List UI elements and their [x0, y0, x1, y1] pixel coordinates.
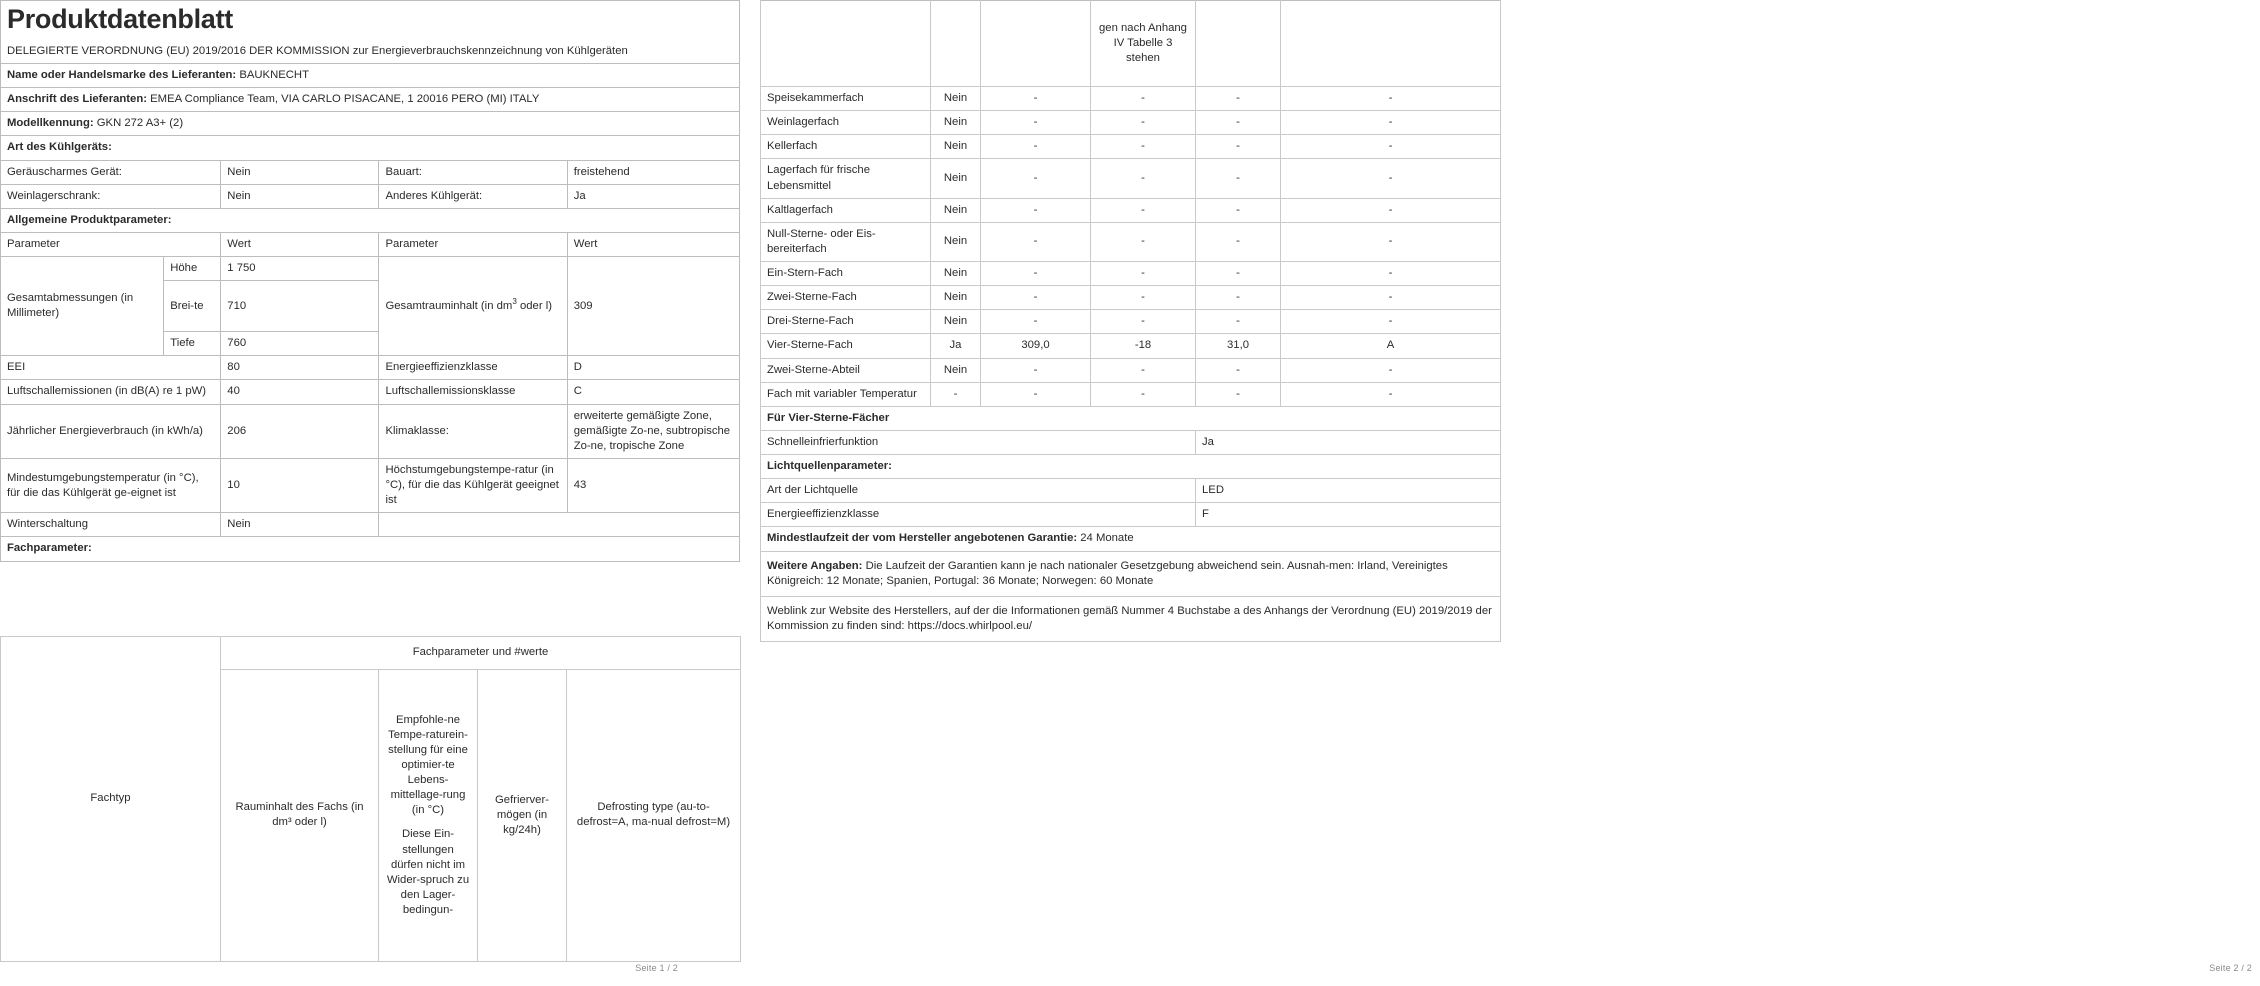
- light-source-type-label: Art der Lichtquelle: [761, 479, 1196, 503]
- light-source-section-label: Lichtquellenparameter:: [761, 455, 1501, 479]
- further-info-row: [761, 551, 1501, 596]
- page-2: [760, 0, 2252, 986]
- table-row: [761, 310, 1501, 334]
- weblink-cell: [761, 596, 1501, 641]
- annual-energy-value: 206: [221, 404, 379, 458]
- appliance-type-section-label: Art des Kühlgeräts:: [1, 136, 740, 160]
- light-source-class-label: Energieeffizienzklasse: [761, 503, 1196, 527]
- compartment-header-table: [0, 636, 741, 962]
- model-value: GKN 272 A3+ (2): [96, 117, 184, 130]
- compartment-freezing-11: -: [1196, 382, 1281, 406]
- compartment-freezing-header: Gefrierver-mögen (in kg/24h): [478, 669, 567, 961]
- table-row: [761, 222, 1501, 261]
- table-row: [761, 87, 1501, 111]
- climate-class-label: Klimaklasse:: [379, 404, 567, 458]
- weblink-url[interactable]: https://docs.whirlpool.eu/: [907, 619, 1032, 632]
- table-row: [761, 198, 1501, 222]
- warranty-row: [761, 527, 1501, 551]
- compartment-type-header: Fachtyp: [1, 637, 221, 962]
- noise-row: [1, 380, 740, 404]
- light-source-section-row: [761, 455, 1501, 479]
- annual-energy-row: [1, 404, 740, 458]
- compartment-type-11: Fach mit variabler Temperatur: [761, 382, 931, 406]
- noise-value: 40: [221, 380, 379, 404]
- low-noise-label: Geräuscharmes Gerät:: [1, 160, 221, 184]
- model-cell: [1, 112, 740, 136]
- compartment-freezing-8: -: [1196, 310, 1281, 334]
- compartment-volume-11: -: [981, 382, 1091, 406]
- compartment-temperature-7: -: [1091, 286, 1196, 310]
- compartment-temperature-9: -18: [1091, 334, 1196, 358]
- compartment-parameters-section-row: [1, 537, 740, 561]
- header-parameter-1: Parameter: [1, 232, 221, 256]
- fast-freeze-row: [761, 430, 1501, 454]
- compartment-present-7: Nein: [931, 286, 981, 310]
- compartment-type-4: Kaltlagerfach: [761, 198, 931, 222]
- compartment-temperature-header: [379, 669, 478, 961]
- compartment-present-10: Nein: [931, 358, 981, 382]
- compartment-volume-8: -: [981, 310, 1091, 334]
- wine-cabinet-label: Weinlagerschrank:: [1, 184, 221, 208]
- table-row: [761, 382, 1501, 406]
- compartment-volume-4: -: [981, 198, 1091, 222]
- light-source-class-value: F: [1196, 503, 1501, 527]
- light-source-type-row: [761, 479, 1501, 503]
- compartment-present-9: Ja: [931, 334, 981, 358]
- build-type-label: Bauart:: [379, 160, 567, 184]
- dimension-width-label: Brei-te: [164, 281, 221, 332]
- compartment-header-block: [0, 636, 740, 962]
- dimension-height-label: Höhe: [164, 257, 221, 281]
- compartment-temperature-header-part2: Diese Ein-stellungen dürfen nicht im Wider-spruch zu den Lager-bedingun-: [386, 828, 470, 917]
- compartment-type-0: Speisekammerfach: [761, 87, 931, 111]
- compartment-freezing-4: -: [1196, 198, 1281, 222]
- model-label: Modellkennung:: [7, 117, 94, 130]
- compartment-present-0: Nein: [931, 87, 981, 111]
- compartment-present-6: Nein: [931, 262, 981, 286]
- compartment-defrost-8: -: [1281, 310, 1501, 334]
- compartment-temperature-3: -: [1091, 159, 1196, 198]
- compartment-volume-1: -: [981, 111, 1091, 135]
- compartment-type-1: Weinlagerfach: [761, 111, 931, 135]
- compartment-group-header: Fachparameter und #werte: [221, 637, 741, 670]
- winter-setting-empty: [379, 513, 740, 537]
- compartment-temperature-1: -: [1091, 111, 1196, 135]
- table-row: [761, 262, 1501, 286]
- compartment-type-5: Null-Sterne- oder Eis-bereiterfach: [761, 222, 931, 261]
- compartment-volume-6: -: [981, 262, 1091, 286]
- supplier-address-label: Anschrift des Lieferanten:: [7, 93, 147, 106]
- energy-class-value: D: [567, 356, 739, 380]
- supplier-address-cell: [1, 88, 740, 112]
- page-footer-right: Seite 2 / 2: [2209, 963, 2252, 973]
- light-source-class-row: [761, 503, 1501, 527]
- compartment-present-8: Nein: [931, 310, 981, 334]
- compartment-freezing-6: -: [1196, 262, 1281, 286]
- dimension-depth-label: Tiefe: [164, 332, 221, 356]
- continuation-blank-5: [1281, 1, 1501, 87]
- compartment-defrost-3: -: [1281, 159, 1501, 198]
- compartment-temperature-0: -: [1091, 87, 1196, 111]
- compartment-temperature-header-continuation: gen nach Anhang IV Tabelle 3 stehen: [1091, 1, 1196, 87]
- compartment-type-9: Vier-Sterne-Fach: [761, 334, 931, 358]
- compartment-volume-10: -: [981, 358, 1091, 382]
- compartment-freezing-2: -: [1196, 135, 1281, 159]
- continuation-blank-3: [981, 1, 1091, 87]
- compartment-group-header-row: [1, 637, 741, 670]
- supplier-name-row: [1, 64, 740, 88]
- compartment-defrost-header: Defrosting type (au-to-defrost=A, ma-nual defrost=M): [567, 669, 741, 961]
- compartment-defrost-7: -: [1281, 286, 1501, 310]
- compartment-freezing-0: -: [1196, 87, 1281, 111]
- compartment-parameters-section-label: Fachparameter:: [1, 537, 740, 561]
- continuation-blank-4: [1196, 1, 1281, 87]
- header-value-2: Wert: [567, 232, 739, 256]
- dimensions-row-height: [1, 257, 740, 281]
- min-ambient-row: [1, 458, 740, 512]
- eei-value: 80: [221, 356, 379, 380]
- compartment-temperature-header-part1: Empfohle-ne Tempe-raturein-stellung für eine optimier-te Lebens-mittellage-rung (in °C): [388, 713, 468, 817]
- compartment-defrost-11: -: [1281, 382, 1501, 406]
- datasheet-table-page2: [760, 0, 1501, 642]
- compartment-type-6: Ein-Stern-Fach: [761, 262, 931, 286]
- compartment-defrost-4: -: [1281, 198, 1501, 222]
- compartment-type-8: Drei-Sterne-Fach: [761, 310, 931, 334]
- dimension-height-value: 1 750: [221, 257, 379, 281]
- compartment-temperature-10: -: [1091, 358, 1196, 382]
- compartment-defrost-6: -: [1281, 262, 1501, 286]
- weblink-text: Weblink zur Website des Herstellers, auf der die Informationen gemäß Nummer 4 Buchstabe a des Anhangs der Verordnung (EU) 2019/2019 der Kommission zu finden sind:: [767, 604, 1492, 632]
- dimensions-label: Gesamtabmessungen (in Millimeter): [1, 257, 164, 356]
- compartment-temperature-11: -: [1091, 382, 1196, 406]
- general-parameters-section-label: Allgemeine Produktparameter:: [1, 208, 740, 232]
- page-footer-left: Seite 1 / 2: [635, 963, 678, 973]
- noise-label: Luftschallemissionen (in dB(A) re 1 pW): [1, 380, 221, 404]
- min-ambient-label: Mindestumgebungstemperatur (in °C), für die das Kühlgerät ge-eignet ist: [1, 458, 221, 512]
- compartment-temperature-4: -: [1091, 198, 1196, 222]
- appliance-type-section-row: [1, 136, 740, 160]
- energy-class-label: Energieeffizienzklasse: [379, 356, 567, 380]
- compartment-defrost-5: -: [1281, 222, 1501, 261]
- compartment-volume-3: -: [981, 159, 1091, 198]
- compartment-freezing-1: -: [1196, 111, 1281, 135]
- compartment-present-11: -: [931, 382, 981, 406]
- winter-setting-label: Winterschaltung: [1, 513, 221, 537]
- compartment-volume-header: Rauminhalt des Fachs (in dm³ oder l): [221, 669, 379, 961]
- light-source-type-value: LED: [1196, 479, 1501, 503]
- compartment-present-3: Nein: [931, 159, 981, 198]
- other-appliance-label: Anderes Kühlgerät:: [379, 184, 567, 208]
- supplier-name-label: Name oder Handelsmarke des Lieferanten:: [7, 69, 237, 82]
- eei-row: [1, 356, 740, 380]
- supplier-address-value: EMEA Compliance Team, VIA CARLO PISACANE, 1 20016 PERO (MI) ITALY: [150, 93, 540, 106]
- subtitle-row: [1, 39, 740, 64]
- compartment-freezing-3: -: [1196, 159, 1281, 198]
- fast-freeze-value: Ja: [1196, 430, 1501, 454]
- supplier-name-cell: [1, 64, 740, 88]
- compartment-temperature-2: -: [1091, 135, 1196, 159]
- total-volume-value: 309: [567, 257, 739, 356]
- compartment-present-2: Nein: [931, 135, 981, 159]
- compartment-freezing-7: -: [1196, 286, 1281, 310]
- compartment-defrost-1: -: [1281, 111, 1501, 135]
- compartment-present-5: Nein: [931, 222, 981, 261]
- table-row: [761, 159, 1501, 198]
- page-title: Produktdatenblatt: [1, 1, 740, 39]
- compartment-defrost-9: A: [1281, 334, 1501, 358]
- compartment-volume-7: -: [981, 286, 1091, 310]
- general-parameters-section-row: [1, 208, 740, 232]
- noise-class-label: Luftschallemissionsklasse: [379, 380, 567, 404]
- winter-setting-value: Nein: [221, 513, 379, 537]
- dimension-width-value: 710: [221, 281, 379, 332]
- compartment-type-10: Zwei-Sterne-Abteil: [761, 358, 931, 382]
- page-1: [0, 0, 740, 986]
- compartment-type-7: Zwei-Sterne-Fach: [761, 286, 931, 310]
- compartment-present-1: Nein: [931, 111, 981, 135]
- further-info-cell: [761, 551, 1501, 596]
- dimension-depth-value: 760: [221, 332, 379, 356]
- compartment-present-4: Nein: [931, 198, 981, 222]
- compartment-volume-2: -: [981, 135, 1091, 159]
- appliance-type-row-1: [1, 184, 740, 208]
- further-info-value: Die Laufzeit der Garantien kann je nach nationaler Gesetzgebung abweichend sein. Ausnah-men: Irland, Vereinigtes Königreich: 12 Monate; Spanien, Portugal: 36 Monate; Norwegen: 60 Monate: [767, 559, 1448, 587]
- max-ambient-label: Höchstumgebungstempe-ratur (in °C), für die das Kühlgerät geeignet ist: [379, 458, 567, 512]
- title-row: [1, 1, 740, 39]
- compartment-temperature-8: -: [1091, 310, 1196, 334]
- compartment-freezing-5: -: [1196, 222, 1281, 261]
- warranty-value: 24 Monate: [1080, 532, 1134, 545]
- model-row: [1, 112, 740, 136]
- datasheet-table-page1: [0, 0, 740, 562]
- compartment-freezing-9: 31,0: [1196, 334, 1281, 358]
- general-parameters-header-row: [1, 232, 740, 256]
- header-parameter-2: Parameter: [379, 232, 567, 256]
- table-row: [761, 334, 1501, 358]
- regulation-subtitle: DELEGIERTE VERORDNUNG (EU) 2019/2016 DER KOMMISSION zur Energieverbrauchskennzeichnung von Kühlgeräten: [1, 39, 740, 64]
- supplier-address-row: [1, 88, 740, 112]
- compartment-temperature-6: -: [1091, 262, 1196, 286]
- compartment-type-2: Kellerfach: [761, 135, 931, 159]
- fast-freeze-label: Schnelleinfrierfunktion: [761, 430, 1196, 454]
- climate-class-value: erweiterte gemäßigte Zone, gemäßigte Zo-ne, subtropische Zo-ne, tropische Zone: [567, 404, 739, 458]
- noise-class-value: C: [567, 380, 739, 404]
- max-ambient-value: 43: [567, 458, 739, 512]
- warranty-cell: [761, 527, 1501, 551]
- compartment-freezing-10: -: [1196, 358, 1281, 382]
- other-appliance-value: Ja: [567, 184, 739, 208]
- table-row: [761, 358, 1501, 382]
- low-noise-value: Nein: [221, 160, 379, 184]
- appliance-type-row-0: [1, 160, 740, 184]
- annual-energy-label: Jährlicher Energieverbrauch (in kWh/a): [1, 404, 221, 458]
- compartment-defrost-0: -: [1281, 87, 1501, 111]
- eei-label: EEI: [1, 356, 221, 380]
- continuation-blank-2: [931, 1, 981, 87]
- compartment-volume-0: -: [981, 87, 1091, 111]
- total-volume-label: Gesamtrauminhalt (in $dm^3$ oder l): [379, 257, 567, 356]
- temperature-header-continuation-row: [761, 1, 1501, 87]
- warranty-label: Mindestlaufzeit der vom Hersteller angebotenen Garantie:: [767, 532, 1078, 545]
- supplier-name-value: BAUKNECHT: [239, 69, 309, 82]
- four-star-section-label: Für Vier-Sterne-Fächer: [761, 406, 1501, 430]
- winter-setting-row: [1, 513, 740, 537]
- four-star-section-row: [761, 406, 1501, 430]
- compartment-defrost-2: -: [1281, 135, 1501, 159]
- min-ambient-value: 10: [221, 458, 379, 512]
- table-row: [761, 286, 1501, 310]
- compartment-volume-5: -: [981, 222, 1091, 261]
- table-row: [761, 135, 1501, 159]
- weblink-row: [761, 596, 1501, 641]
- header-value-1: Wert: [221, 232, 379, 256]
- compartment-temperature-5: -: [1091, 222, 1196, 261]
- build-type-value: freistehend: [567, 160, 739, 184]
- table-row: [761, 111, 1501, 135]
- wine-cabinet-value: Nein: [221, 184, 379, 208]
- compartment-volume-9: 309,0: [981, 334, 1091, 358]
- further-info-label: Weitere Angaben:: [767, 559, 863, 572]
- compartment-defrost-10: -: [1281, 358, 1501, 382]
- continuation-blank-1: [761, 1, 931, 87]
- compartment-type-3: Lagerfach für frische Lebensmittel: [761, 159, 931, 198]
